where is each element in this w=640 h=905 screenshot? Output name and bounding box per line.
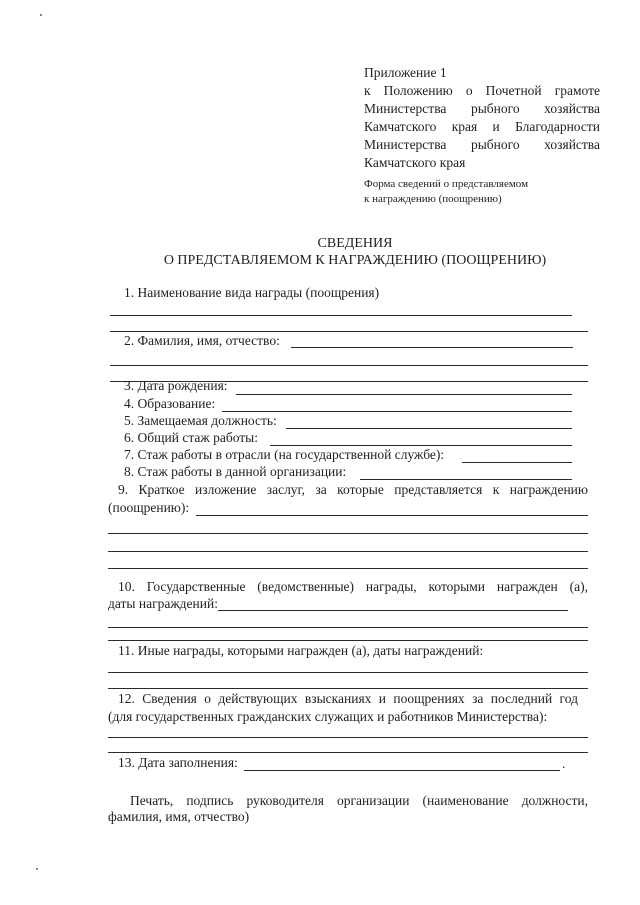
fill-line[interactable] [108,737,588,738]
fill-line[interactable] [108,640,588,641]
item-state-awards: 10. Государственные (ведомственные) награды, которыми награжден (а), [118,579,588,594]
appendix-line: Камчатского края и Благодарности [364,119,600,134]
scan-speck [36,868,38,870]
fill-line[interactable] [108,688,588,689]
appendix-line: Камчатского края [364,155,466,170]
scan-speck [40,14,42,16]
item-penalties-cont: (для государственных гражданских служащих и работников Министерства): [108,709,548,724]
signature-line-cont: фамилия, имя, отчество) [108,809,250,824]
fill-line[interactable] [218,610,568,611]
fill-line[interactable] [244,770,560,771]
title-line: СВЕДЕНИЯ [317,236,393,251]
item-merits-cont: (поощрению): [108,500,190,515]
fill-line[interactable] [108,533,588,534]
item-award-type: 1. Наименование вида награды (поощрения) [124,285,380,300]
appendix-line: к Положению о Почетной грамоте [364,83,600,98]
appendix-line: Приложение 1 [364,65,447,80]
item-penalties: 12. Сведения о действующих взысканиях и поощрениях за последний год [118,691,578,706]
fill-line[interactable] [108,568,588,569]
fill-line[interactable] [462,462,572,463]
fill-line[interactable] [110,365,588,366]
appendix-header [364,64,600,172]
fill-line[interactable] [110,315,572,316]
fill-line[interactable] [196,515,588,516]
item-other-awards: 11. Иные награды, которыми награжден (а), даты награждений: [118,643,484,658]
fill-line[interactable] [236,394,572,395]
signature-line: Печать, подпись руководителя организации (наименование должности, [130,793,588,808]
fill-line[interactable] [108,627,588,628]
fill-line[interactable] [108,752,588,753]
document-title [100,235,610,269]
appendix-line: Министерства рыбного хозяйства [364,137,600,152]
fill-line[interactable] [108,551,588,552]
item-fill-date-end: . [562,756,566,771]
form-note [364,177,528,207]
item-birth-date: 3. Дата рождения: [124,378,228,393]
fill-line[interactable] [291,347,573,348]
title-line: О ПРЕДСТАВЛЯЕМОМ К НАГРАЖДЕНИЮ (ПООЩРЕНИЮ) [163,253,547,268]
item-org-experience: 8. Стаж работы в данной организации: [124,464,347,479]
item-total-experience: 6. Общий стаж работы: [124,430,258,445]
item-state-awards-cont: даты награждений: [108,596,218,611]
item-industry-experience: 7. Стаж работы в отрасли (на государственной службе): [124,447,445,462]
form-note-line: к награждению (поощрению) [364,193,502,205]
item-position: 5. Замещаемая должность: [124,413,277,428]
item-fill-date: 13. Дата заполнения: [118,755,238,770]
fill-line[interactable] [108,672,588,673]
item-merits: 9. Краткое изложение заслуг, за которые представляется к награждению [118,482,588,497]
fill-line[interactable] [360,479,572,480]
item-full-name: 2. Фамилия, имя, отчество: [124,333,280,348]
appendix-line: Министерства рыбного хозяйства [364,101,600,116]
item-education: 4. Образование: [124,396,216,411]
fill-line[interactable] [286,428,572,429]
form-note-line: Форма сведений о представляемом [364,178,529,190]
